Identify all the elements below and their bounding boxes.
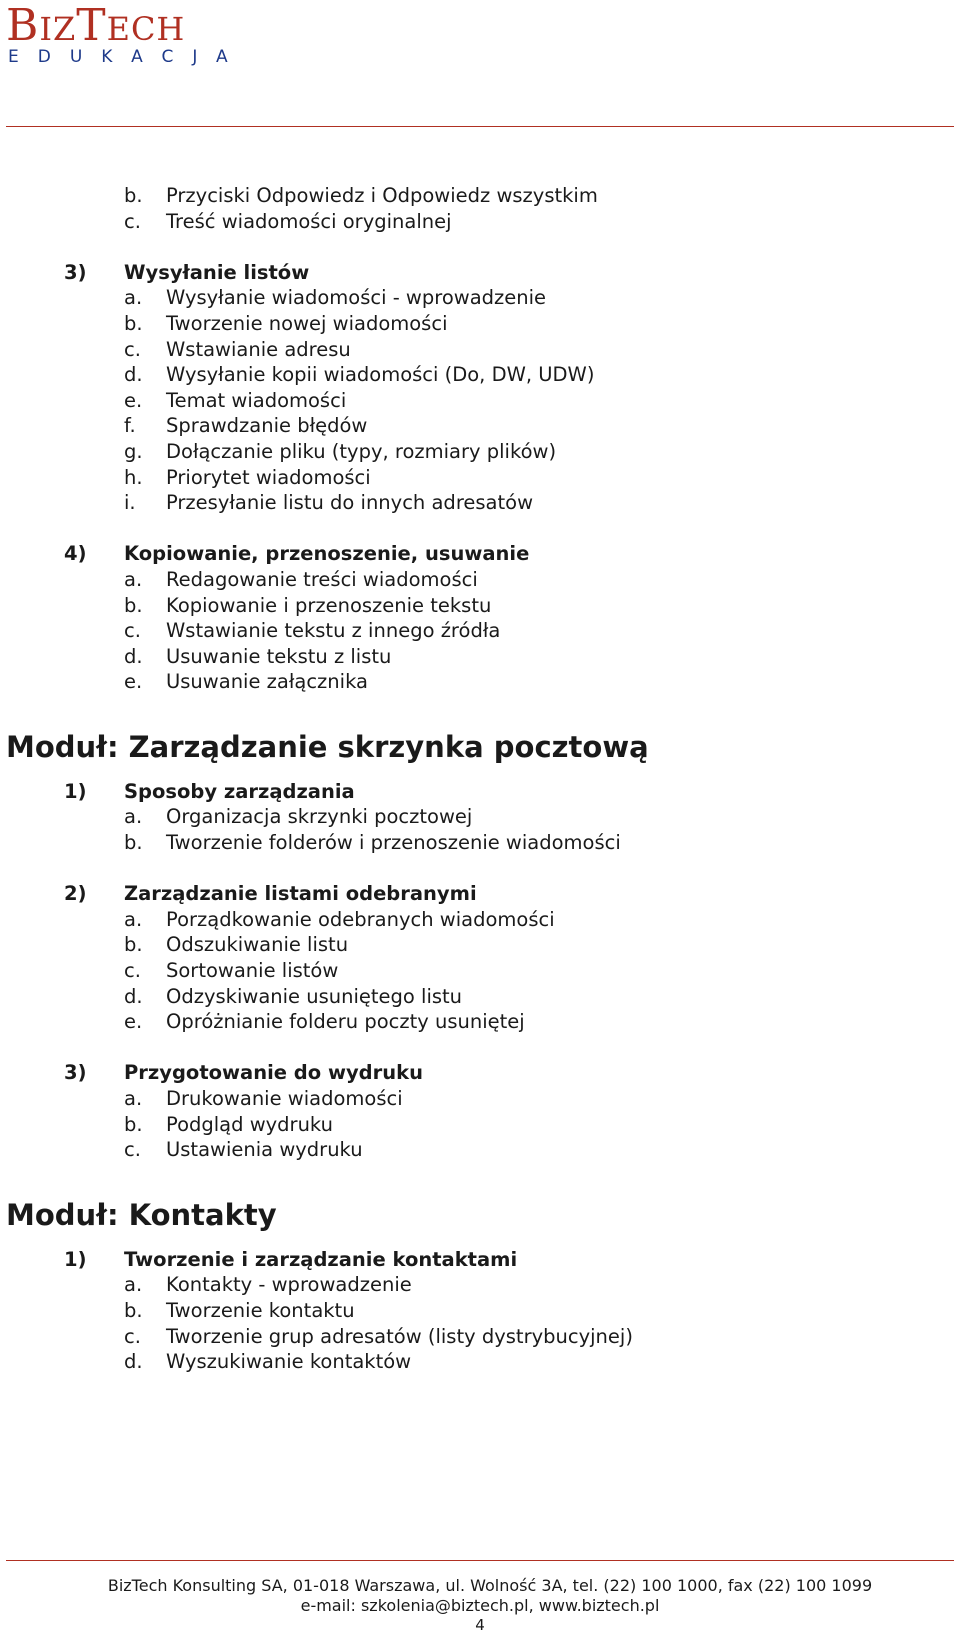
biztech-logo	[6, 0, 256, 74]
section-heading: 2) Zarządzanie listami odebranymi	[64, 882, 477, 906]
list-item: a. Redagowanie treści wiadomości	[124, 567, 478, 591]
list-item: b. Odszukiwanie listu	[124, 933, 349, 957]
list-item: d. Usuwanie tekstu z listu	[124, 644, 392, 668]
list-item: b. Tworzenie kontaktu	[124, 1298, 355, 1322]
section-heading: 1) Tworzenie i zarządzanie kontaktami	[64, 1247, 518, 1271]
svg-text:BIZTECH: BIZTECH	[6, 0, 186, 51]
list-item: b. Przyciski Odpowiedz i Odpowiedz wszystkim	[124, 184, 598, 207]
list-item: b. Kopiowanie i przenoszenie tekstu	[124, 593, 492, 617]
list-item: a. Wysyłanie wiadomości - wprowadzenie	[124, 286, 547, 310]
module-title-mailbox: Moduł: Zarządzanie skrzynka pocztową	[6, 729, 649, 764]
list-item: b. Tworzenie folderów i przenoszenie wiadomości	[124, 831, 621, 855]
page-number: 4	[475, 1616, 485, 1634]
section-heading: 3) Wysyłanie listów	[64, 260, 310, 284]
list-item: a. Drukowanie wiadomości	[124, 1087, 403, 1110]
list-item: b. Podgląd wydruku	[124, 1112, 333, 1136]
section-copy-move-delete	[0, 541, 960, 695]
list-item: c. Wstawianie adresu	[124, 337, 351, 361]
list-item: c. Treść wiadomości oryginalnej	[124, 209, 452, 233]
module-title-contacts: Moduł: Kontakty	[6, 1197, 277, 1232]
list-item: e. Temat wiadomości	[124, 388, 347, 412]
list-item: e. Opróżnianie folderu poczty usuniętej	[124, 1010, 525, 1034]
section-heading: 4) Kopiowanie, przenoszenie, usuwanie	[64, 542, 530, 566]
header-rule	[6, 126, 954, 127]
list-item: c. Ustawienia wydruku	[124, 1138, 363, 1162]
list-item: b. Tworzenie nowej wiadomości	[124, 311, 448, 335]
section-print-prep	[0, 1060, 960, 1162]
section-heading: 3) Przygotowanie do wydruku	[64, 1061, 423, 1085]
list-item: i. Przesyłanie listu do innych adresatów	[124, 491, 534, 515]
list-item: a. Kontakty - wprowadzenie	[124, 1273, 412, 1297]
list-item: a. Organizacja skrzynki pocztowej	[124, 805, 473, 829]
page-footer	[0, 1576, 960, 1634]
list-item: c. Tworzenie grup adresatów (listy dystrybucyjnej)	[124, 1324, 633, 1348]
footer-address: BizTech Konsulting SA, 01-018 Warszawa, ul. Wolność 3A, tel. (22) 100 1000, fax (22) 100 1099	[107, 1576, 873, 1595]
list-item: c. Sortowanie listów	[124, 959, 339, 983]
list-item: h. Priorytet wiadomości	[124, 465, 371, 489]
document-content	[0, 183, 960, 1375]
list-item: d. Wysyłanie kopii wiadomości (Do, DW, UDW)	[124, 363, 595, 387]
biztech-logo-graphic	[6, 0, 256, 70]
footer-rule	[6, 1560, 954, 1561]
svg-text:EDUKACJA: EDUKACJA	[8, 47, 247, 67]
list-item: f. Sprawdzanie błędów	[124, 414, 368, 438]
list-item: c. Wstawianie tekstu z innego źródła	[124, 619, 501, 643]
section-heading: 1) Sposoby zarządzania	[64, 779, 355, 803]
list-item: e. Usuwanie załącznika	[124, 670, 368, 694]
list-item: g. Dołączanie pliku (typy, rozmiary plików)	[124, 439, 557, 463]
section-received-lists	[0, 881, 960, 1035]
section-management-methods	[0, 779, 960, 856]
intro-list	[0, 183, 960, 234]
footer-contact: e-mail: szkolenia@biztech.pl, www.biztech.pl	[300, 1596, 660, 1615]
list-item: d. Odzyskiwanie usuniętego listu	[124, 984, 463, 1008]
section-sending	[0, 260, 960, 516]
list-item: d. Wyszukiwanie kontaktów	[124, 1350, 412, 1374]
section-contacts	[0, 1247, 960, 1375]
list-item: a. Porządkowanie odebranych wiadomości	[124, 907, 555, 931]
